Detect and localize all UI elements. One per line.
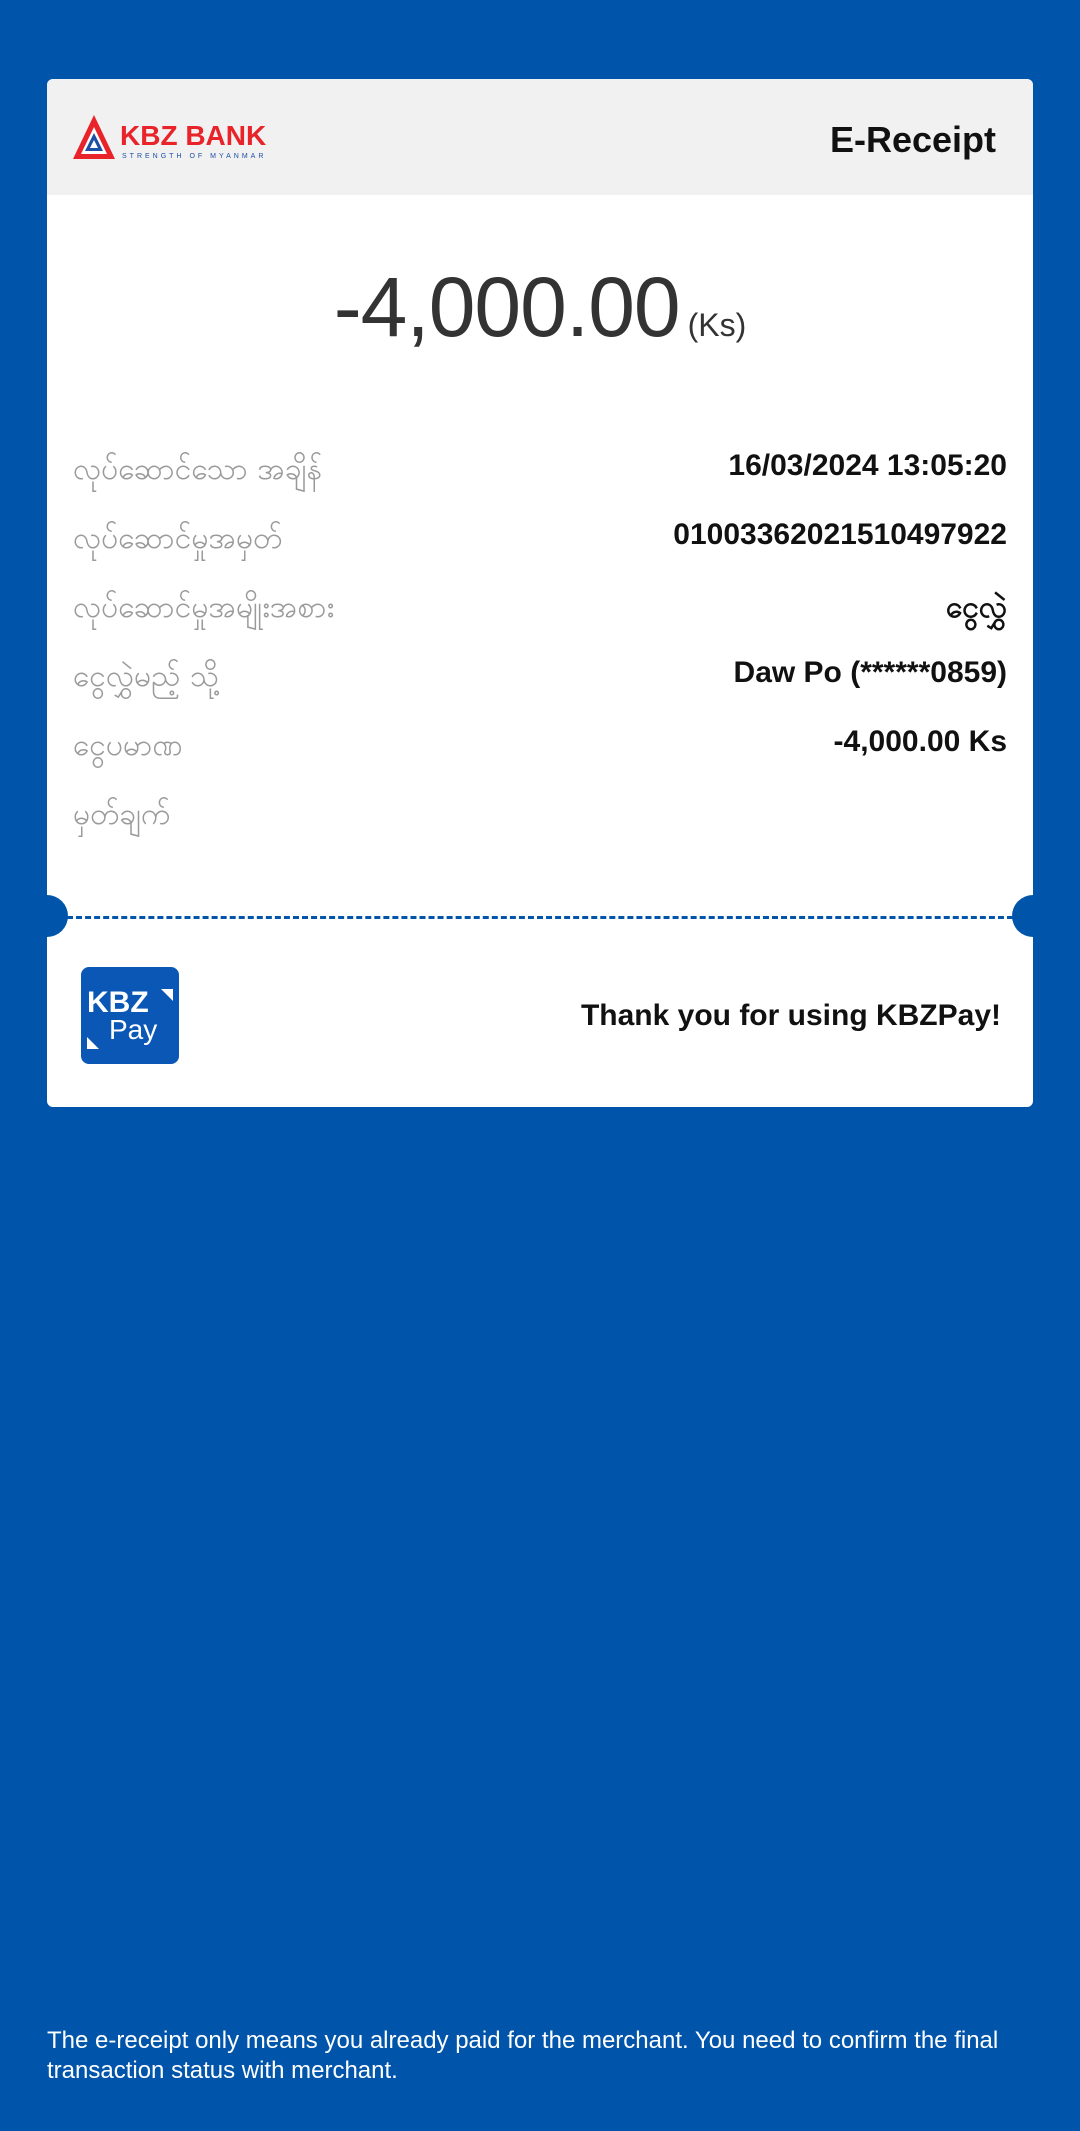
transaction-details [73, 449, 1007, 863]
amount-display [47, 259, 1033, 356]
detail-value[interactable]: 01003362021510497922 [673, 518, 1007, 551]
detail-value: 16/03/2024 13:05:20 [728, 449, 1007, 482]
detail-row-recipient [73, 656, 1007, 725]
ticket-notch-right [1012, 895, 1033, 937]
brand-tagline: STRENGTH OF MYANMAR [122, 153, 267, 160]
receipt-card [47, 79, 1033, 1107]
svg-text:Pay: Pay [109, 1014, 158, 1045]
detail-row-transaction-id [73, 518, 1007, 587]
detail-row-amount [73, 725, 1007, 794]
detail-label: ငွေလွှဲမည့် သို့ [73, 659, 219, 694]
detail-row-time [73, 449, 1007, 518]
ticket-notch-left [47, 895, 68, 937]
detail-label: မှတ်ချက် [73, 797, 171, 832]
dashed-line [67, 916, 1013, 919]
detail-row-type [73, 587, 1007, 656]
amount-unit: (Ks) [687, 307, 747, 343]
disclaimer-note: The e-receipt only means you already paid for the merchant. You need to confirm the final transaction status with merchant. [47, 2027, 999, 2084]
detail-label: လုပ်ဆောင်သော အချိန် [73, 452, 323, 487]
svg-text:KBZ: KBZ [87, 986, 149, 1019]
kbzpay-logo [81, 967, 179, 1064]
detail-value: ငွေလွှဲ [945, 590, 1007, 625]
thank-you-message: Thank you for using KBZPay! [580, 999, 1001, 1032]
amount-value: -4,000.00 [333, 260, 680, 354]
receipt-header [47, 79, 1033, 195]
detail-label: ငွေပမာဏ [73, 728, 183, 763]
detail-row-note [73, 794, 1007, 863]
detail-value: Daw Po (******0859) [733, 656, 1007, 689]
detail-value: -4,000.00 Ks [833, 725, 1007, 758]
detail-label: လုပ်ဆောင်မှုအမျိုးအစား [73, 590, 335, 625]
page-title: E-Receipt [829, 119, 996, 160]
kbz-bank-logo [73, 113, 283, 163]
detail-label: လုပ်ဆောင်မှုအမှတ် [73, 521, 283, 556]
brand-name: KBZ BANK [120, 120, 267, 151]
